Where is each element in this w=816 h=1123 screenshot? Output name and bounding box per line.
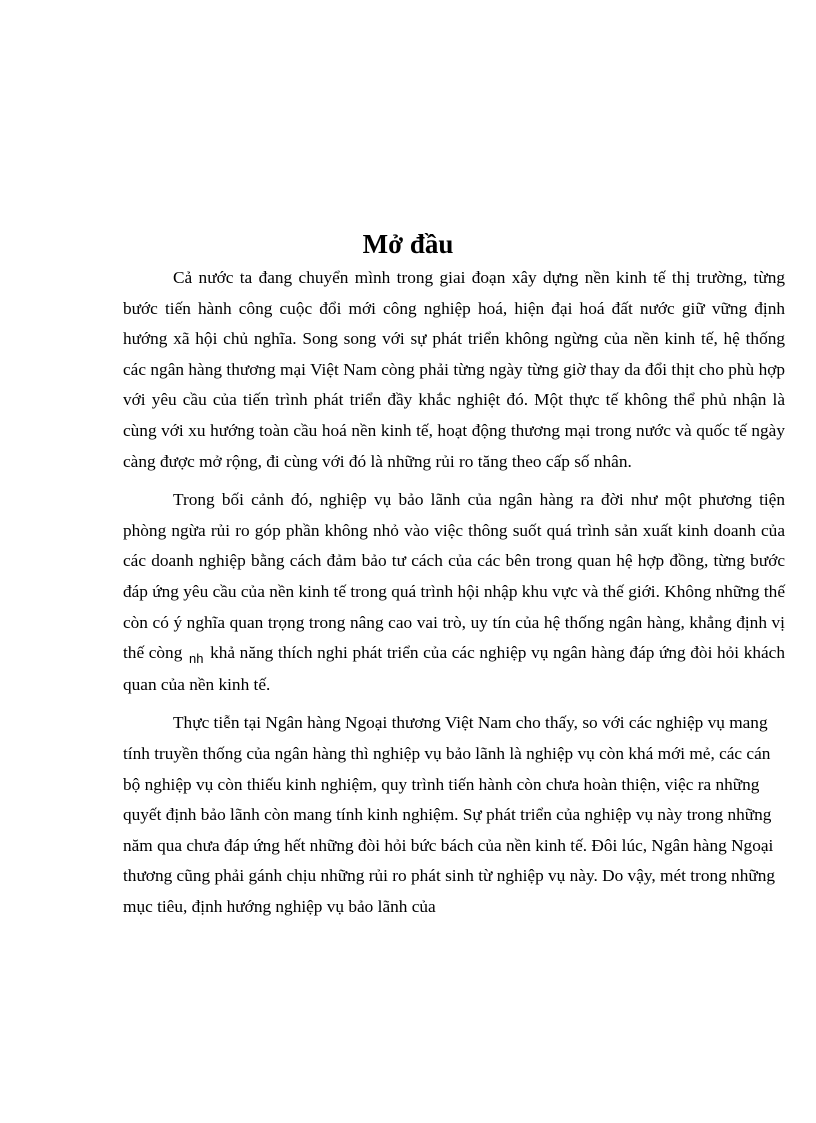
paragraph-2-text-start: Trong bối cảnh đó, nghiệp vụ bảo lãnh của ngân hàng ra đời như một phương tiện phòng ngừa rủi ro góp phần không nhỏ vào việc thông suốt quá trình sản xuất kinh doanh của các doanh nghiệp bằng cách đảm bảo tư cách của các bên trong quan hệ hợp đồng, từng bước đáp ứng yêu cầu của nền kinh tế trong quá trình hội nhập khu vực và thế giới. Không những thế còn có ý nghĩa quan trọng trong nâng cao vai trò, uy tín của hệ thống ngân hàng, khẳng định vị thế còng <box>123 490 785 663</box>
paragraph-1: Cả nước ta đang chuyển mình trong giai đoạn xây dựng nền kinh tế thị trường, từng bước tiến hành công cuộc đổi mới công nghiệp hoá, hiện đại hoá đất nước giữ vững định hướng xã hội chủ nghĩa. Song song với sự phát triển không ngừng của nền kinh tế, hệ thống các ngân hàng thương mại Việt Nam còng phải từng ngày từng giờ thay da đổi thịt cho phù hợp với yêu cầu của tiến trình phát triển đầy khắc nghiệt đó. Một thực tế không thể phủ nhận là cùng với xu hướng toàn cầu hoá nền kinh tế, hoạt động thương mại trong nước và quốc tế ngày càng được mở rộng, đi cùng với đó là những rủi ro tăng theo cấp số nhân. <box>123 268 785 471</box>
paragraph-2 <box>123 485 785 700</box>
page-title: Mở đầu <box>362 229 454 259</box>
document-body <box>123 263 785 922</box>
paragraph-2-text-fragment: nh <box>188 651 204 667</box>
paragraph-3: Thực tiễn tại Ngân hàng Ngoại thương Việt Nam cho thấy, so với các nghiệp vụ mang tính truyền thống của ngân hàng thì nghiệp vụ bảo lãnh là nghiệp vụ còn khá mới mẻ, các cán bộ nghiệp vụ còn thiếu kinh nghiệm, quy trình tiến hành còn chưa hoàn thiện, việc ra những quyết định bảo lãnh còn mang tính kinh nghiệm. Sự phát triển của nghiệp vụ này trong những năm qua chưa đáp ứng hết những đòi hỏi bức bách của nền kinh tế. Đôi lúc, Ngân hàng Ngoại thương cũng phải gánh chịu những rủi ro phát sinh từ nghiệp vụ này. Do vậy, mét trong những mục tiêu, định hướng nghiệp vụ bảo lãnh của <box>123 713 775 916</box>
paragraph-2-text-end: khả năng thích nghi phát triển của các nghiệp vụ ngân hàng đáp ứng đòi hỏi khách quan của nền kinh tế. <box>123 643 785 694</box>
